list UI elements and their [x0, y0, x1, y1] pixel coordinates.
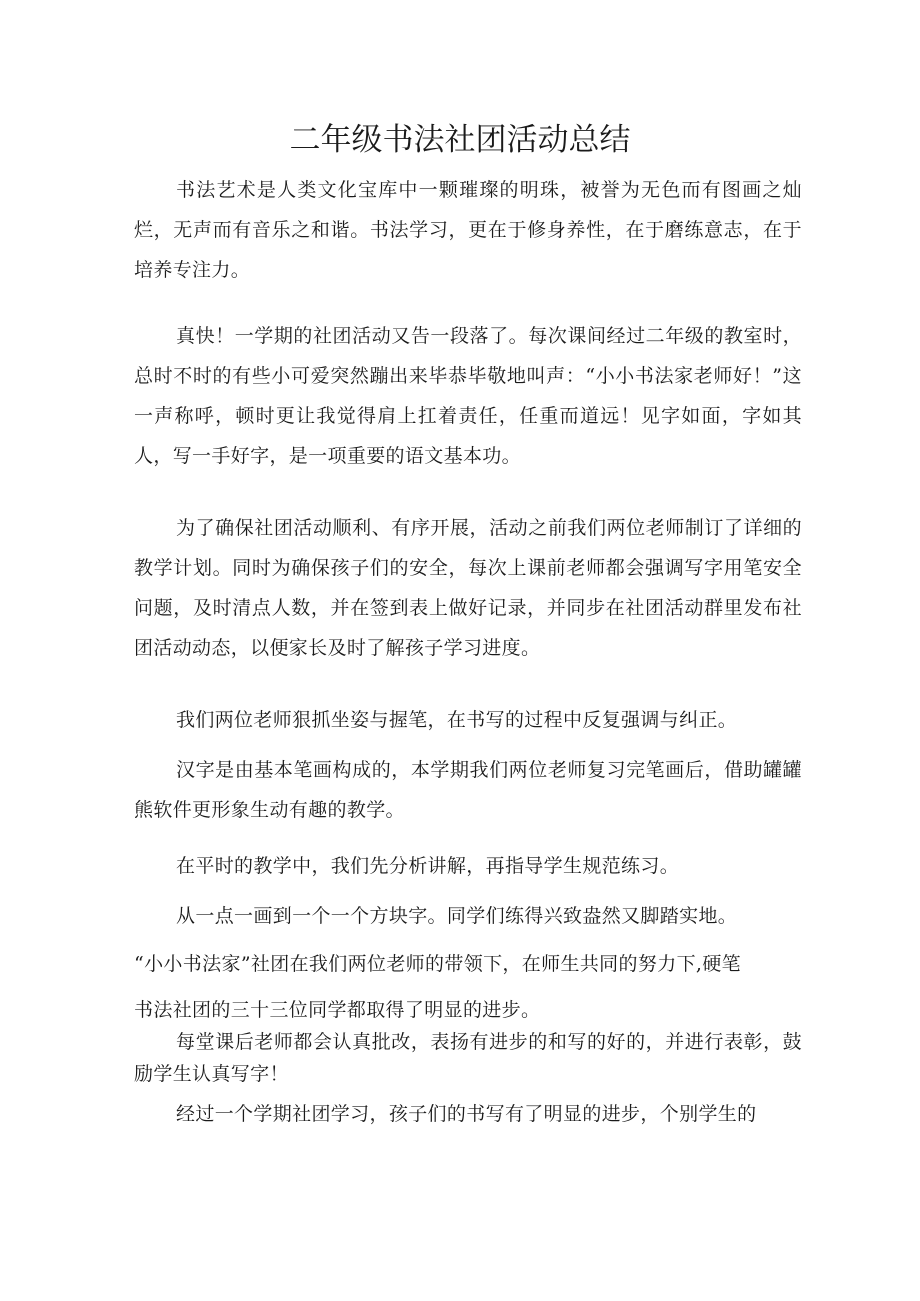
paragraph-posture: 我们两位老师狠抓坐姿与握笔，在书写的过程中反复强调与纠正。	[176, 709, 738, 731]
paragraph-semester: 经过一个学期社团学习，孩子们的书写有了明显的进步，个别学生的	[176, 1103, 757, 1125]
paragraph-progress: 从一点一画到一个一个方块字。同学们练得兴致盎然又脚踏实地。	[176, 905, 738, 927]
paragraph-praise: 每堂课后老师都会认真批改，表扬有进步的和写的好的，并进行表彰，鼓励学生认真写字！	[134, 1031, 802, 1085]
paragraph-club-result: 书法社团的三十三位同学都取得了明显的进步。	[134, 999, 541, 1021]
paragraph-quick: 真快！一学期的社团活动又告一段落了。每次课间经过二年级的教室时，总时不时的有些小可爱突然蹦出来毕恭毕敬地叫声：“小小书法家老师好！”这一声称呼，顿时更让我觉得肩上扛着责任，任重而道远！见字如面，字如其人，写一手好字，是一项重要的语文基本功。	[134, 325, 802, 467]
paragraph-strokes: 汉字是由基本笔画构成的，本学期我们两位老师复习完笔画后，借助罐罐熊软件更形象生动有趣的教学。	[134, 759, 802, 821]
document-title: 二年级书法社团活动总结	[289, 122, 631, 158]
paragraph-club-line: “小小书法家”社团在我们两位老师的带领下，在师生共同的努力下,硬笔	[134, 953, 742, 975]
paragraph-intro: 书法艺术是人类文化宝库中一颗璀璨的明珠，被誉为无色而有图画之灿烂，无声而有音乐之和谐。书法学习，更在于修身养性，在于磨练意志，在于培养专注力。	[134, 179, 802, 281]
paragraph-plan: 为了确保社团活动顺利、有序开展，活动之前我们两位老师制订了详细的教学计划。同时为确保孩子们的安全，每次上课前老师都会强调写字用笔安全问题，及时清点人数，并在签到表上做好记录，并同步在社团活动群里发布社团活动动态，以便家长及时了解孩子学习进度。	[134, 517, 802, 659]
paragraph-teaching: 在平时的教学中，我们先分析讲解，再指导学生规范练习。	[176, 855, 680, 877]
